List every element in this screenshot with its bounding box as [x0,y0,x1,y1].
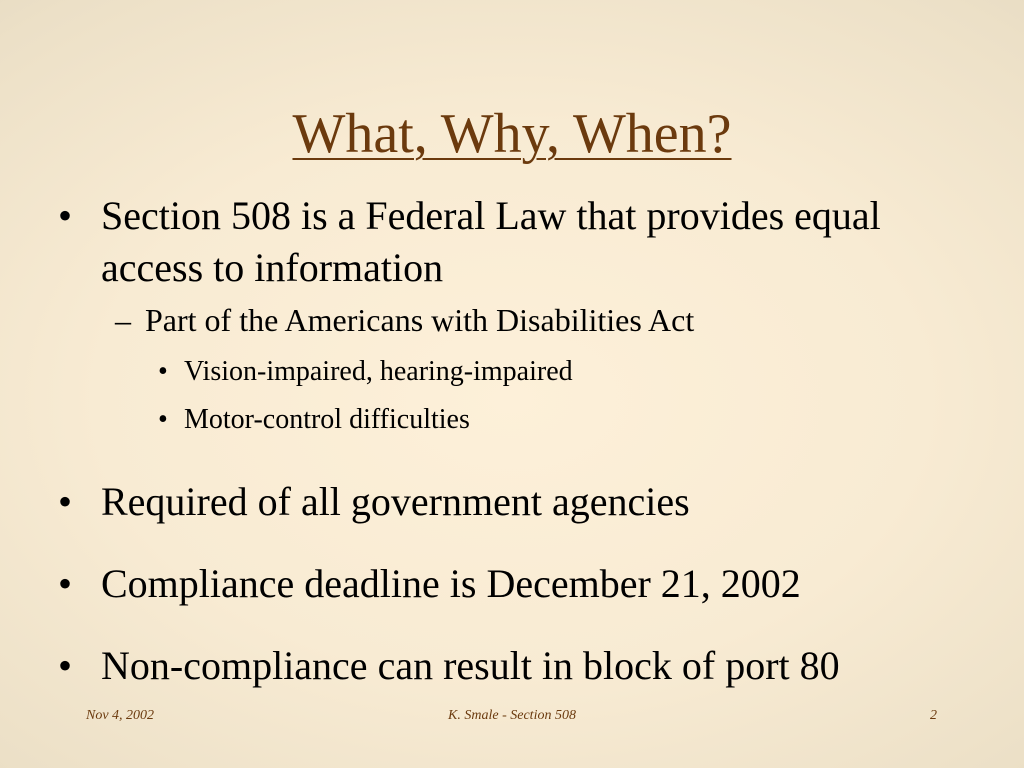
bullet-text: Compliance deadline is December 21, 2002 [101,561,801,606]
sub-bullet-item [58,298,978,342]
bullet-item [58,558,978,610]
bullet-item [58,640,978,692]
bullet-text: Required of all government agencies [101,479,690,524]
footer-date: Nov 4, 2002 [86,708,155,723]
slide-title [0,102,1024,166]
footer-page-number: 2 [930,708,937,723]
bullet-marker: • [158,356,168,387]
bullet-marker: • [58,193,73,238]
sub-sub-bullet-text: Vision-impaired, hearing-impaired [184,356,573,387]
bullet-text: Section 508 is a Federal Law that provides equal access to information [101,193,881,290]
bullet-item [58,476,978,528]
bullet-marker: • [58,479,73,524]
bullet-marker: • [58,561,73,606]
footer-title: K. Smale - Section 508 [448,708,576,723]
bullet-item [58,190,978,294]
sub-bullet-text: Part of the Americans with Disabilities Act [145,302,695,338]
sub-sub-bullet-text: Motor-control difficulties [184,404,470,435]
bullet-marker: • [158,404,168,435]
bullet-marker: • [58,643,73,688]
sub-sub-bullet-item [58,402,978,438]
slide-title-text: What, Why, When? [292,103,732,165]
bullet-text: Non-compliance can result in block of port 80 [101,643,840,688]
slide-content [58,190,978,692]
dash-marker: – [115,302,131,338]
sub-sub-bullet-item [58,354,978,390]
